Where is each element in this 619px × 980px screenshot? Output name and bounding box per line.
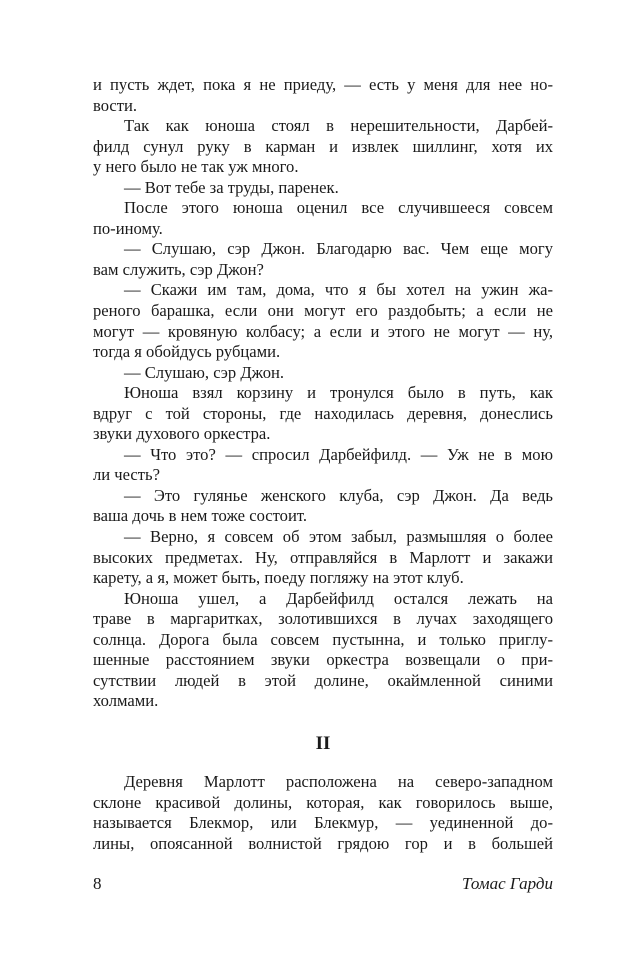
text-line: солнца. Дорога была совсем пустынна, и только приглу- (93, 629, 553, 649)
text-line: тогда я обойдусь рубцами. (93, 342, 281, 362)
body-text-section-1 (93, 75, 553, 712)
paragraph (93, 772, 553, 854)
paragraph (93, 116, 553, 178)
body-text-section-2 (93, 772, 553, 854)
text-line: вам служить, сэр Джон? (93, 259, 264, 279)
paragraph (93, 527, 553, 589)
page-number: 8 (93, 874, 102, 893)
text-line: филд сунул руку в карман и извлек шиллинг, хотя их (93, 136, 553, 156)
text-line: высоких предметах. Ну, отправляйся в Марлотт и закажи (93, 547, 553, 567)
text-line: — Верно, я совсем об этом забыл, размышляя о более (124, 527, 553, 547)
text-line: — Слушаю, сэр Джон. Благодарю вас. Чем еще могу (124, 239, 553, 259)
text-line: называется Блекмор, или Блекмур, — уединенной до- (93, 813, 553, 833)
paragraph (93, 589, 553, 712)
paragraph (93, 198, 553, 239)
text-line: вдруг с той стороны, где находилась деревня, донеслись (93, 403, 553, 423)
text-line: — Вот тебе за труды, паренек. (124, 177, 339, 197)
text-line: сутствии людей в этой долине, окаймленной синими (93, 670, 553, 690)
paragraph (93, 363, 553, 384)
text-line: у него было не так уж много. (93, 157, 299, 177)
text-line: вости. (93, 95, 138, 115)
text-line: Юноша ушел, а Дарбейфилд остался лежать на (124, 588, 553, 608)
text-line: склоне красивой долины, которая, как говорилось выше, (93, 792, 553, 812)
paragraph (93, 178, 553, 199)
text-line: Юноша взял корзину и тронулся было в путь, как (124, 383, 553, 403)
running-footer-author: Томас Гарди (462, 874, 553, 893)
text-line: шенные расстоянием звуки оркестра возвещали о при- (93, 650, 553, 670)
text-line: — Слушаю, сэр Джон. (124, 362, 285, 382)
chapter-heading: II (315, 733, 331, 754)
page-footer (93, 874, 553, 894)
text-line: могут — кровяную колбасу; а если и этого не могут — ну, (93, 321, 553, 341)
text-line: по-иному. (93, 218, 163, 238)
text-line: После этого юноша оценил все случившееся совсем (124, 198, 553, 218)
text-line: холмами. (93, 691, 159, 711)
text-line: лины, опоясанной волнистой грядою гор и в большей (93, 833, 553, 853)
paragraph (93, 383, 553, 445)
text-line: звуки духового оркестра. (93, 424, 271, 444)
paragraph (93, 445, 553, 486)
text-line: траве в маргаритках, золотившихся в лучах заходящего (93, 609, 553, 629)
text-line: и пусть ждет, пока я не приеду, — есть у меня для нее но- (93, 75, 553, 94)
paragraph (93, 486, 553, 527)
text-line: Так как юноша стоял в нерешительности, Дарбей- (124, 116, 553, 136)
text-line: — Скажи им там, дома, что я бы хотел на ужин жа- (124, 280, 553, 300)
text-line: реного барашка, если они могут его раздобыть; а если не (93, 301, 553, 321)
paragraph (93, 75, 553, 116)
text-line: Деревня Марлотт расположена на северо-западном (124, 772, 553, 791)
text-line: ли честь? (93, 465, 160, 485)
paragraph (93, 239, 553, 280)
text-line: — Что это? — спросил Дарбейфилд. — Уж не в мою (124, 444, 553, 464)
paragraph (93, 280, 553, 362)
text-line: карету, а я, может быть, поеду погляжу на этот клуб. (93, 568, 464, 588)
text-line: — Это гулянье женского клуба, сэр Джон. Да ведь (124, 485, 553, 505)
text-line: ваша дочь в нем тоже состоит. (93, 506, 308, 526)
